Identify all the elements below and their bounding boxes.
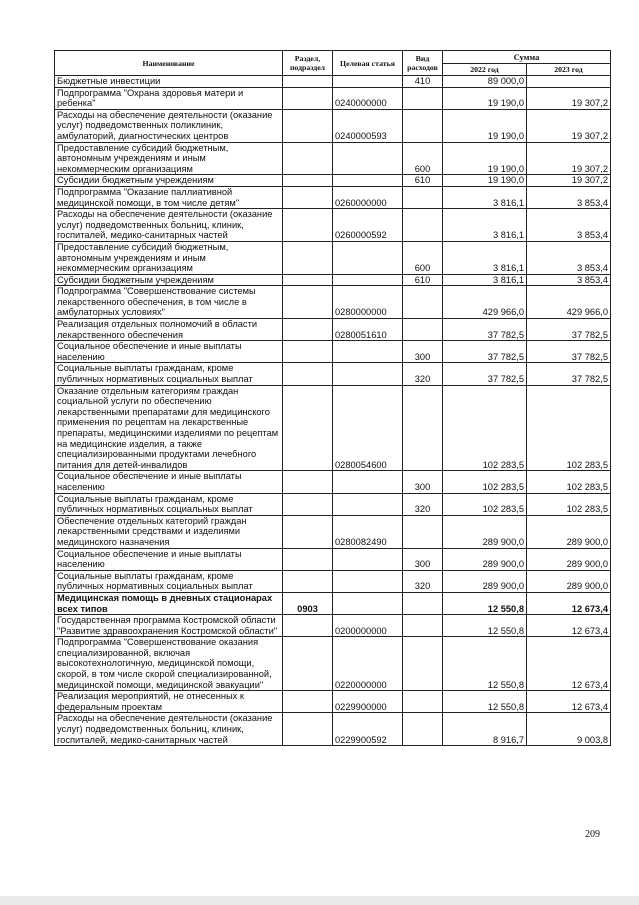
row-target-article: 0229900592 xyxy=(333,713,403,746)
row-name: Предоставление субсидий бюджетным, автономным учреждениям и иным некоммерческим организациям xyxy=(55,142,283,175)
row-name: Реализация мероприятий, не отнесенных к федеральным проектам xyxy=(55,691,283,713)
scan-bottom-band xyxy=(0,896,639,905)
row-target-article xyxy=(333,142,403,175)
row-sum-2022: 19 190,0 xyxy=(443,175,527,187)
row-name: Предоставление субсидий бюджетным, автономным учреждениям и иным некоммерческим организациям xyxy=(55,241,283,274)
row-target-article: 0280082490 xyxy=(333,515,403,548)
row-name: Субсидии бюджетным учреждениям xyxy=(55,175,283,187)
row-expense-type xyxy=(403,286,443,319)
row-expense-type: 320 xyxy=(403,363,443,385)
row-expense-type: 320 xyxy=(403,570,443,592)
row-section xyxy=(283,274,333,286)
header-sum: Сумма xyxy=(443,51,611,64)
row-name: Подпрограмма "Оказание паллиативной медицинской помощи, в том числе детям" xyxy=(55,186,283,208)
budget-table xyxy=(54,50,611,746)
row-target-article xyxy=(333,471,403,493)
row-expense-type: 610 xyxy=(403,274,443,286)
table-row xyxy=(55,548,611,570)
row-sum-2023: 19 307,2 xyxy=(527,142,611,175)
row-section xyxy=(283,713,333,746)
table-row xyxy=(55,274,611,286)
row-expense-type xyxy=(403,592,443,614)
row-sum-2022: 102 283,5 xyxy=(443,385,527,471)
row-sum-2022: 3 816,1 xyxy=(443,186,527,208)
row-section xyxy=(283,209,333,242)
row-sum-2023: 12 673,4 xyxy=(527,615,611,637)
row-sum-2023: 12 673,4 xyxy=(527,592,611,614)
row-name: Реализация отдельных полномочий в области лекарственного обеспечения xyxy=(55,319,283,341)
row-sum-2022: 12 550,8 xyxy=(443,592,527,614)
row-section xyxy=(283,186,333,208)
row-sum-2022: 19 190,0 xyxy=(443,87,527,109)
row-sum-2022: 19 190,0 xyxy=(443,142,527,175)
row-target-article xyxy=(333,570,403,592)
row-target-article xyxy=(333,363,403,385)
row-name: Подпрограмма "Совершенствование оказания специализированной, включая высокотехнологичную, медицинской помощи, скорой, в том числе скорой специализированной, медицинской помощи, медицинской эвакуации" xyxy=(55,637,283,691)
row-sum-2022: 37 782,5 xyxy=(443,363,527,385)
row-name: Подпрограмма "Охрана здоровья матери и ребенка" xyxy=(55,87,283,109)
row-sum-2022: 3 816,1 xyxy=(443,241,527,274)
row-section: 0903 xyxy=(283,592,333,614)
row-sum-2023: 37 782,5 xyxy=(527,341,611,363)
row-expense-type: 300 xyxy=(403,548,443,570)
row-target-article xyxy=(333,175,403,187)
row-sum-2022: 429 966,0 xyxy=(443,286,527,319)
row-expense-type: 320 xyxy=(403,493,443,515)
row-sum-2023: 289 900,0 xyxy=(527,570,611,592)
row-section xyxy=(283,286,333,319)
row-expense-type xyxy=(403,615,443,637)
row-section xyxy=(283,493,333,515)
table-row xyxy=(55,142,611,175)
header-target: Целевая статья xyxy=(333,51,403,76)
row-target-article xyxy=(333,493,403,515)
table-row xyxy=(55,493,611,515)
row-expense-type: 410 xyxy=(403,76,443,88)
header-expense-type: Вид расходов xyxy=(403,51,443,76)
row-sum-2023: 3 853,4 xyxy=(527,209,611,242)
row-expense-type: 300 xyxy=(403,341,443,363)
row-target-article: 0240000593 xyxy=(333,109,403,142)
table-row xyxy=(55,87,611,109)
row-sum-2023: 12 673,4 xyxy=(527,691,611,713)
row-sum-2022: 102 283,5 xyxy=(443,471,527,493)
row-section xyxy=(283,385,333,471)
row-sum-2022: 102 283,5 xyxy=(443,493,527,515)
row-name: Медицинская помощь в дневных стационарах всех типов xyxy=(55,592,283,614)
row-name: Оказание отдельным категориям граждан социальной услуги по обеспечению лекарственными препаратами для медицинского применения по рецептам на лекарственные препараты, медицинскими изделиями по рецептам на медицинские изделия, а также специализированными продуктами лечебного питания для детей-инвалидов xyxy=(55,385,283,471)
row-sum-2022: 89 000,0 xyxy=(443,76,527,88)
row-target-article: 0240000000 xyxy=(333,87,403,109)
row-sum-2022: 12 550,8 xyxy=(443,691,527,713)
row-sum-2023: 9 003,8 xyxy=(527,713,611,746)
row-expense-type: 600 xyxy=(403,241,443,274)
header-year-2023: 2023 год xyxy=(527,64,611,76)
row-name: Государственная программа Костромской области "Развитие здравоохранения Костромской области" xyxy=(55,615,283,637)
row-name: Бюджетные инвестиции xyxy=(55,76,283,88)
table-row xyxy=(55,471,611,493)
row-sum-2022: 3 816,1 xyxy=(443,209,527,242)
table-row xyxy=(55,341,611,363)
row-name: Социальное обеспечение и иные выплаты населению xyxy=(55,341,283,363)
row-target-article: 0280000000 xyxy=(333,286,403,319)
row-section xyxy=(283,570,333,592)
header-section: Раздел, подраздел xyxy=(283,51,333,76)
row-sum-2022: 289 900,0 xyxy=(443,515,527,548)
row-sum-2023: 289 900,0 xyxy=(527,515,611,548)
row-section xyxy=(283,615,333,637)
row-sum-2022: 12 550,8 xyxy=(443,615,527,637)
row-target-article: 0280054600 xyxy=(333,385,403,471)
row-target-article xyxy=(333,341,403,363)
row-name: Расходы на обеспечение деятельности (оказание услуг) подведомственных больниц, клиник, госпиталей, медико-санитарных частей xyxy=(55,209,283,242)
row-target-article xyxy=(333,592,403,614)
row-expense-type xyxy=(403,637,443,691)
row-target-article xyxy=(333,241,403,274)
row-expense-type xyxy=(403,109,443,142)
row-target-article: 0220000000 xyxy=(333,637,403,691)
row-sum-2023: 19 307,2 xyxy=(527,175,611,187)
page-number: 209 xyxy=(585,829,600,840)
table-row xyxy=(55,592,611,614)
table-row xyxy=(55,570,611,592)
table-row xyxy=(55,241,611,274)
row-section xyxy=(283,363,333,385)
row-name: Социальные выплаты гражданам, кроме публичных нормативных социальных выплат xyxy=(55,493,283,515)
table-row xyxy=(55,186,611,208)
row-name: Социальные выплаты гражданам, кроме публичных нормативных социальных выплат xyxy=(55,570,283,592)
table-row xyxy=(55,691,611,713)
row-target-article xyxy=(333,274,403,286)
row-section xyxy=(283,319,333,341)
row-sum-2023: 3 853,4 xyxy=(527,241,611,274)
row-target-article: 0200000000 xyxy=(333,615,403,637)
row-expense-type xyxy=(403,186,443,208)
row-sum-2023: 102 283,5 xyxy=(527,493,611,515)
table-row xyxy=(55,363,611,385)
row-sum-2022: 289 900,0 xyxy=(443,548,527,570)
row-expense-type: 600 xyxy=(403,142,443,175)
row-section xyxy=(283,471,333,493)
row-name: Расходы на обеспечение деятельности (оказание услуг) подведомственных поликлиник, амбулаторий, диагностических центров xyxy=(55,109,283,142)
row-section xyxy=(283,175,333,187)
row-sum-2022: 37 782,5 xyxy=(443,319,527,341)
row-name: Субсидии бюджетным учреждениям xyxy=(55,274,283,286)
row-expense-type xyxy=(403,87,443,109)
table-row xyxy=(55,286,611,319)
row-expense-type xyxy=(403,691,443,713)
row-sum-2023 xyxy=(527,76,611,88)
row-name: Социальное обеспечение и иные выплаты населению xyxy=(55,471,283,493)
row-target-article: 0229900000 xyxy=(333,691,403,713)
row-sum-2022: 19 190,0 xyxy=(443,109,527,142)
row-sum-2023: 289 900,0 xyxy=(527,548,611,570)
table-row xyxy=(55,175,611,187)
row-sum-2023: 429 966,0 xyxy=(527,286,611,319)
row-expense-type xyxy=(403,319,443,341)
row-sum-2023: 3 853,4 xyxy=(527,186,611,208)
row-expense-type xyxy=(403,713,443,746)
row-expense-type xyxy=(403,385,443,471)
row-name: Обеспечение отдельных категорий граждан лекарственными средствами и изделиями медицинского назначения xyxy=(55,515,283,548)
row-sum-2022: 3 816,1 xyxy=(443,274,527,286)
row-section xyxy=(283,515,333,548)
row-expense-type: 300 xyxy=(403,471,443,493)
table-row xyxy=(55,615,611,637)
row-sum-2022: 8 916,7 xyxy=(443,713,527,746)
table-row xyxy=(55,319,611,341)
header-year-2022: 2022 год xyxy=(443,64,527,76)
row-name: Социальные выплаты гражданам, кроме публичных нормативных социальных выплат xyxy=(55,363,283,385)
row-section xyxy=(283,341,333,363)
row-sum-2023: 37 782,5 xyxy=(527,363,611,385)
table-row xyxy=(55,515,611,548)
table-row xyxy=(55,109,611,142)
row-section xyxy=(283,76,333,88)
row-sum-2022: 289 900,0 xyxy=(443,570,527,592)
row-name: Подпрограмма "Совершенствование системы лекарственного обеспечения, в том числе в амбулаторных условиях" xyxy=(55,286,283,319)
row-name: Расходы на обеспечение деятельности (оказание услуг) подведомственных больниц, клиник, госпиталей, медико-санитарных частей xyxy=(55,713,283,746)
row-expense-type xyxy=(403,515,443,548)
row-section xyxy=(283,691,333,713)
row-section xyxy=(283,142,333,175)
row-sum-2023: 102 283,5 xyxy=(527,471,611,493)
row-sum-2023: 19 307,2 xyxy=(527,87,611,109)
row-sum-2023: 3 853,4 xyxy=(527,274,611,286)
row-section xyxy=(283,637,333,691)
table-body xyxy=(55,76,611,746)
row-section xyxy=(283,548,333,570)
row-sum-2022: 37 782,5 xyxy=(443,341,527,363)
header-name: Наименование xyxy=(55,51,283,76)
row-section xyxy=(283,109,333,142)
row-sum-2023: 102 283,5 xyxy=(527,385,611,471)
row-target-article: 0280051610 xyxy=(333,319,403,341)
row-sum-2022: 12 550,8 xyxy=(443,637,527,691)
row-name: Социальное обеспечение и иные выплаты населению xyxy=(55,548,283,570)
table-row xyxy=(55,209,611,242)
row-sum-2023: 37 782,5 xyxy=(527,319,611,341)
table-row xyxy=(55,385,611,471)
row-target-article: 0260000592 xyxy=(333,209,403,242)
row-sum-2023: 12 673,4 xyxy=(527,637,611,691)
row-target-article: 0260000000 xyxy=(333,186,403,208)
row-expense-type: 610 xyxy=(403,175,443,187)
row-section xyxy=(283,87,333,109)
table-row xyxy=(55,76,611,88)
row-sum-2023: 19 307,2 xyxy=(527,109,611,142)
row-target-article xyxy=(333,548,403,570)
row-expense-type xyxy=(403,209,443,242)
table-row xyxy=(55,637,611,691)
row-section xyxy=(283,241,333,274)
table-row xyxy=(55,713,611,746)
row-target-article xyxy=(333,76,403,88)
